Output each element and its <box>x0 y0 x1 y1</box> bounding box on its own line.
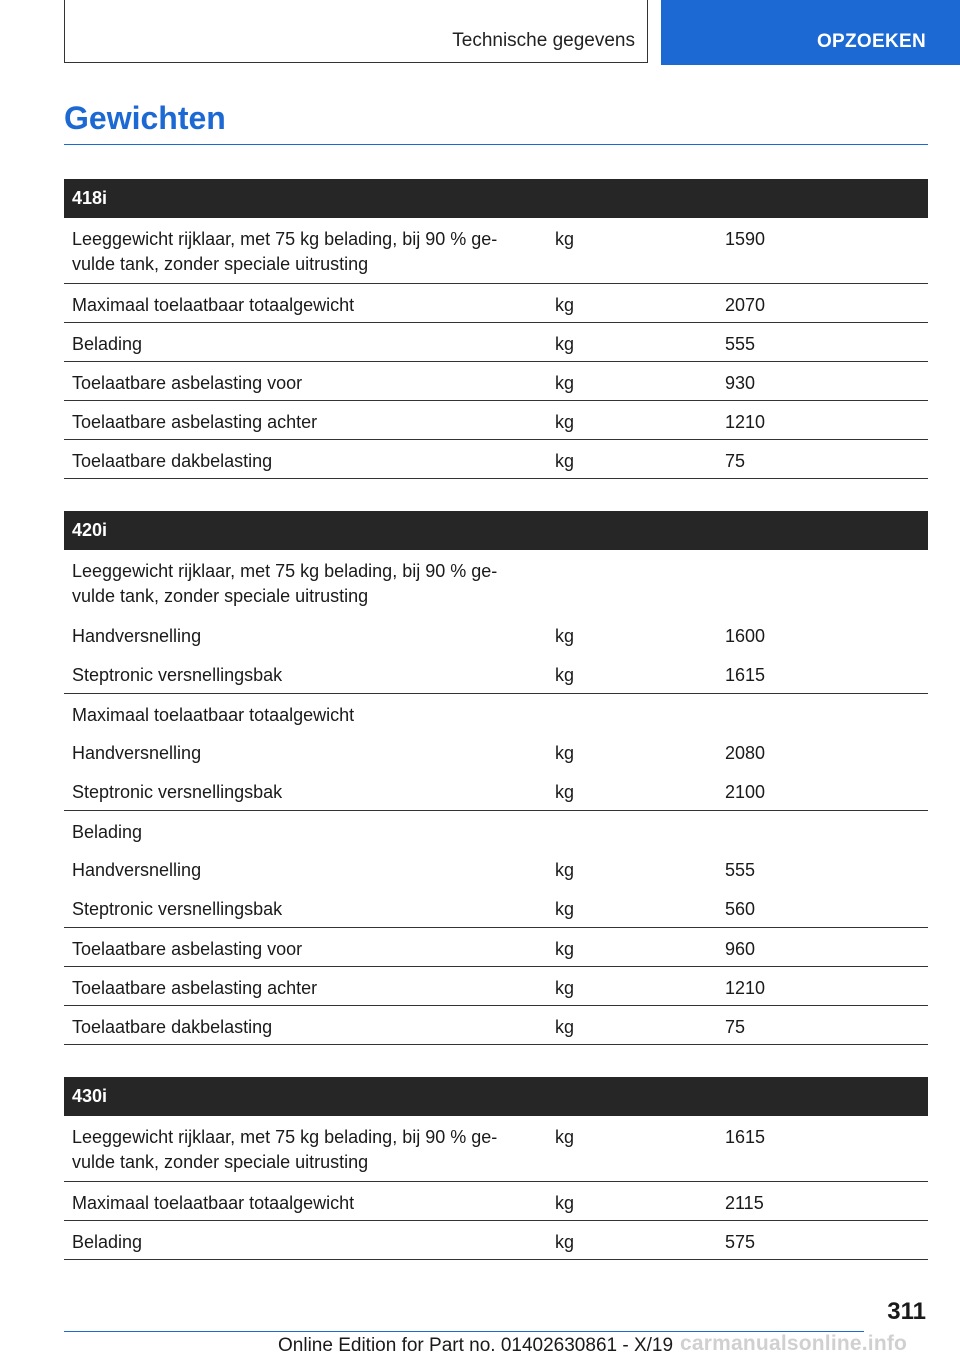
row-value: 75 <box>717 439 928 478</box>
row-label: Leeggewicht rijklaar, met 75 kg belading, bij 90 % ge- vulde tank, zonder speciale uitrusting <box>72 561 498 606</box>
weights-table-418i <box>64 179 928 479</box>
row-label: Steptronic versnellingsbak <box>64 654 547 693</box>
row-unit: kg <box>547 283 717 322</box>
row-label: Belading <box>64 1220 547 1259</box>
row-value: 2100 <box>717 771 928 810</box>
row-value <box>717 550 928 615</box>
row-label: Steptronic versnellingsbak <box>64 888 547 927</box>
edition-text: Online Edition for Part no. 01402630861 - X/19 <box>278 1335 674 1356</box>
row-value: 575 <box>717 1220 928 1259</box>
table-row <box>64 218 928 283</box>
row-label: Maximaal toelaatbaar totaalgewicht <box>64 1181 547 1220</box>
table-row <box>64 400 928 439</box>
row-unit: kg <box>547 888 717 927</box>
table-model-header: 418i <box>64 179 928 218</box>
table-row <box>64 966 928 1005</box>
row-unit: kg <box>547 218 717 283</box>
watermark: carmanualsonline.info <box>680 1332 908 1355</box>
row-value: 555 <box>717 322 928 361</box>
row-value: 1615 <box>717 1116 928 1181</box>
row-label: Handversnelling <box>72 743 202 763</box>
row-value: 1615 <box>717 654 928 693</box>
row-value: 960 <box>717 927 928 966</box>
table-model-header: 420i <box>64 511 928 550</box>
table-row <box>64 927 928 966</box>
table-row <box>64 1005 928 1044</box>
row-unit <box>547 550 717 615</box>
row-label: Belading <box>72 821 143 842</box>
table-row <box>64 810 928 849</box>
row-label: Toelaatbare asbelasting voor <box>64 927 547 966</box>
row-unit: kg <box>547 361 717 400</box>
title-divider <box>64 144 928 145</box>
row-label: Toelaatbare asbelasting voor <box>64 361 547 400</box>
table-row <box>64 1181 928 1220</box>
row-unit: kg <box>547 927 717 966</box>
page-number: 311 <box>887 1298 926 1325</box>
row-value: 1590 <box>717 218 928 283</box>
table-row <box>64 732 928 771</box>
row-label: Handversnelling <box>72 626 202 646</box>
row-value: 2080 <box>725 743 766 763</box>
table-row <box>64 771 928 810</box>
row-unit: kg <box>555 626 575 646</box>
table-row <box>64 283 928 322</box>
row-label: Leeggewicht rijklaar, met 75 kg belading, bij 90 % ge- vulde tank, zonder speciale uitrusting <box>64 218 547 283</box>
table-row <box>64 888 928 927</box>
row-label: Toelaatbare dakbelasting <box>64 439 547 478</box>
row-unit: kg <box>547 1116 717 1181</box>
row-label: Maximaal toelaatbaar totaalgewicht <box>72 704 355 725</box>
row-unit: kg <box>547 439 717 478</box>
table-row <box>64 361 928 400</box>
weights-table-430i <box>64 1077 928 1260</box>
page-title: Gewichten <box>64 100 226 136</box>
row-label: Toelaatbare dakbelasting <box>64 1005 547 1044</box>
row-value: 560 <box>717 888 928 927</box>
row-unit: kg <box>547 322 717 361</box>
row-unit: kg <box>547 966 717 1005</box>
table-row <box>64 322 928 361</box>
row-unit: kg <box>547 1181 717 1220</box>
row-value: 555 <box>725 860 756 880</box>
header <box>0 0 960 66</box>
row-unit: kg <box>555 743 575 763</box>
row-unit <box>547 693 717 732</box>
row-value: 2070 <box>717 283 928 322</box>
row-value: 1210 <box>717 400 928 439</box>
row-unit: kg <box>547 400 717 439</box>
row-value: 2115 <box>717 1181 928 1220</box>
row-label: Leeggewicht rijklaar, met 75 kg belading, bij 90 % ge- vulde tank, zonder speciale uitrusting <box>64 1116 547 1181</box>
table-row <box>64 693 928 732</box>
row-unit: kg <box>547 1005 717 1044</box>
table-row <box>64 550 928 615</box>
row-value: 75 <box>717 1005 928 1044</box>
row-unit <box>547 810 717 849</box>
table-row <box>64 439 928 478</box>
row-label: Toelaatbare asbelasting achter <box>64 400 547 439</box>
table-model-header: 430i <box>64 1077 928 1116</box>
row-value: 1600 <box>725 626 766 646</box>
row-unit: kg <box>555 860 575 880</box>
table-row <box>64 849 928 888</box>
search-button[interactable]: OPZOEKEN <box>661 0 960 65</box>
row-label: Handversnelling <box>72 860 202 880</box>
section-tab-label: Technische gegevens <box>452 30 635 51</box>
row-label: Maximaal toelaatbaar totaalgewicht <box>64 283 547 322</box>
table-row <box>64 654 928 693</box>
table-row <box>64 1116 928 1181</box>
row-value <box>717 810 928 849</box>
row-unit: kg <box>547 1220 717 1259</box>
row-value: 930 <box>717 361 928 400</box>
table-row <box>64 615 928 654</box>
row-unit: kg <box>547 771 717 810</box>
weights-table-420i <box>64 511 928 1045</box>
row-label: Steptronic versnellingsbak <box>64 771 547 810</box>
table-row <box>64 1220 928 1259</box>
row-value <box>717 693 928 732</box>
section-tab[interactable] <box>64 0 648 63</box>
row-value: 1210 <box>717 966 928 1005</box>
row-unit: kg <box>547 654 717 693</box>
row-label: Toelaatbare asbelasting achter <box>64 966 547 1005</box>
row-label: Belading <box>64 322 547 361</box>
